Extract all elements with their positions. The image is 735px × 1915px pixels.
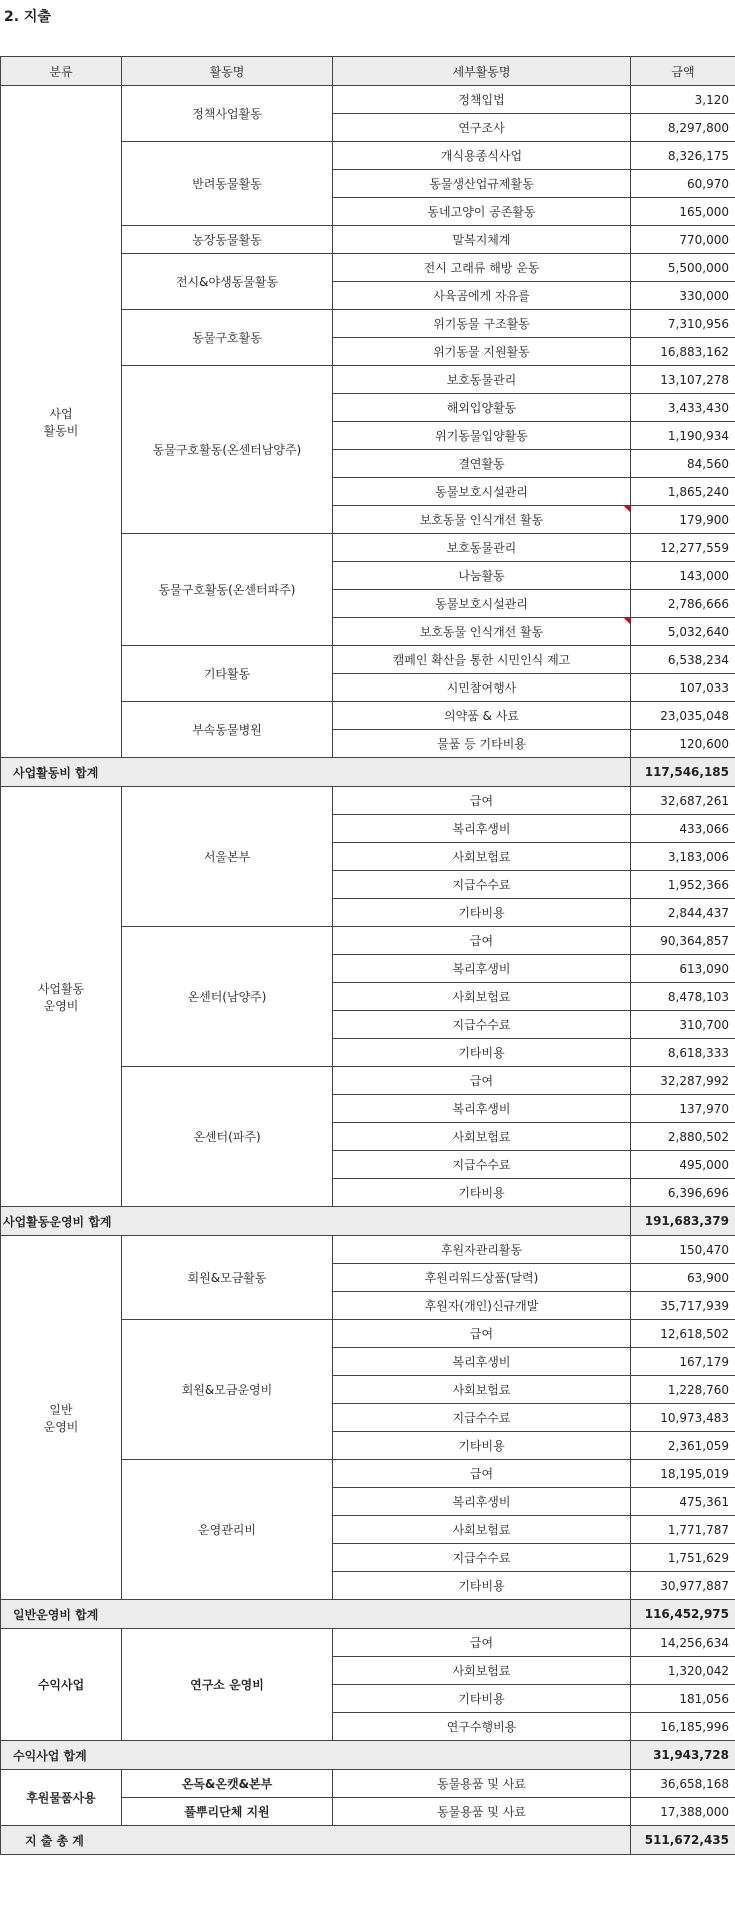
amount-cell: 137,970 (631, 1095, 735, 1123)
detail-activity: 사회보험료 (333, 1516, 631, 1544)
detail-activity: 동네고양이 공존활동 (333, 198, 631, 226)
detail-activity: 급여 (333, 1460, 631, 1488)
amount-cell: 433,066 (631, 815, 735, 843)
header-row (1, 57, 735, 86)
amount-cell: 32,687,261 (631, 787, 735, 815)
amount-cell: 6,538,234 (631, 646, 735, 674)
category-label: 수익사업 (37, 1678, 85, 1692)
detail-activity: 복리후생비 (333, 1488, 631, 1516)
detail-activity: 위기동물 지원활동 (333, 338, 631, 366)
detail-activity: 위기동물 구조활동 (333, 310, 631, 338)
amount-cell: 63,900 (631, 1264, 735, 1292)
subtotal-value: 117,546,185 (631, 758, 735, 787)
amount-cell: 12,618,502 (631, 1320, 735, 1348)
activity-name: 운영관리비 (122, 1460, 333, 1600)
amount-cell: 14,256,634 (631, 1629, 735, 1657)
detail-activity: 의약품 & 사료 (333, 702, 631, 730)
detail-activity: 사회보험료 (333, 1657, 631, 1685)
detail-activity: 후원리워드상품(달력) (333, 1264, 631, 1292)
activity-name: 온센터(파주) (122, 1067, 333, 1207)
amount-cell: 12,277,559 (631, 534, 735, 562)
amount-cell: 32,287,992 (631, 1067, 735, 1095)
subtotal-label: 수익사업 합계 (1, 1741, 631, 1770)
detail-activity: 시민참여행사 (333, 674, 631, 702)
amount-cell: 5,500,000 (631, 254, 735, 282)
grand-total-label: 지 출 총 계 (1, 1826, 631, 1855)
expense-table (0, 56, 735, 1855)
amount-cell: 3,120 (631, 86, 735, 114)
amount-cell: 1,320,042 (631, 1657, 735, 1685)
section-title: 2. 지출 (4, 9, 51, 25)
detail-activity: 보호동물관리 (333, 366, 631, 394)
header-activity: 활동명 (122, 57, 333, 86)
category-label: 일반 운영비 (43, 1402, 79, 1434)
amount-cell: 2,880,502 (631, 1123, 735, 1151)
category-label: 사업활동 운영비 (37, 981, 85, 1013)
activity-name: 정책사업활동 (122, 86, 333, 142)
amount-cell: 475,361 (631, 1488, 735, 1516)
amount-cell: 1,190,934 (631, 422, 735, 450)
amount-cell: 30,977,887 (631, 1572, 735, 1600)
detail-activity: 동물용품 및 사료 (333, 1798, 631, 1826)
category-cell (1, 1770, 122, 1826)
detail-activity: 후원자(개인)신규개발 (333, 1292, 631, 1320)
detail-activity: 개식용종식사업 (333, 142, 631, 170)
detail-activity: 사회보험료 (333, 983, 631, 1011)
category-cell (1, 1629, 122, 1741)
detail-activity: 복리후생비 (333, 1095, 631, 1123)
amount-cell: 167,179 (631, 1348, 735, 1376)
detail-activity: 지급수수료 (333, 1544, 631, 1572)
subtotal-label: 사업활동비 합계 (1, 758, 631, 787)
subtotal-row (1, 758, 735, 787)
amount-cell: 179,900 (631, 506, 735, 534)
detail-activity: 복리후생비 (333, 815, 631, 843)
detail-activity: 동물보호시설관리 (333, 590, 631, 618)
amount-cell: 1,771,787 (631, 1516, 735, 1544)
amount-cell: 8,326,175 (631, 142, 735, 170)
detail-activity: 전시 고래류 해방 운동 (333, 254, 631, 282)
detail-activity: 지급수수료 (333, 1151, 631, 1179)
table-row (1, 1236, 735, 1264)
activity-name: 연구소 운영비 (122, 1629, 333, 1741)
activity-name: 동물구호활동 (122, 310, 333, 366)
detail-activity: 나눔활동 (333, 562, 631, 590)
amount-cell: 181,056 (631, 1685, 735, 1713)
detail-activity: 기타비용 (333, 1572, 631, 1600)
amount-cell: 23,035,048 (631, 702, 735, 730)
detail-activity: 사육곰에게 자유를 (333, 282, 631, 310)
detail-activity: 동물생산업규제활동 (333, 170, 631, 198)
amount-cell: 17,388,000 (631, 1798, 735, 1826)
activity-name: 회원&모금운영비 (122, 1320, 333, 1460)
table-row (1, 86, 735, 114)
amount-cell: 10,973,483 (631, 1404, 735, 1432)
detail-activity: 연구수행비용 (333, 1713, 631, 1741)
detail-activity: 지급수수료 (333, 1011, 631, 1039)
amount-cell: 2,361,059 (631, 1432, 735, 1460)
grand-total-row (1, 1826, 735, 1855)
amount-cell: 18,195,019 (631, 1460, 735, 1488)
detail-activity: 보호동물 인식개선 활동 (333, 618, 631, 646)
activity-name: 동물구호활동(온센터남양주) (122, 366, 333, 534)
subtotal-label: 사업활동운영비 합계 (1, 1207, 631, 1236)
detail-activity: 복리후생비 (333, 955, 631, 983)
detail-activity: 급여 (333, 787, 631, 815)
activity-name: 반려동물활동 (122, 142, 333, 226)
category-cell (1, 787, 122, 1207)
detail-activity: 정책입법 (333, 86, 631, 114)
amount-cell: 1,228,760 (631, 1376, 735, 1404)
amount-cell: 36,658,168 (631, 1770, 735, 1798)
detail-activity: 연구조사 (333, 114, 631, 142)
amount-cell: 16,185,996 (631, 1713, 735, 1741)
activity-name: 풀뿌리단체 지원 (122, 1798, 333, 1826)
amount-cell: 8,297,800 (631, 114, 735, 142)
amount-cell: 7,310,956 (631, 310, 735, 338)
table-body (1, 86, 735, 1855)
detail-activity: 복리후생비 (333, 1348, 631, 1376)
detail-activity: 동물보호시설관리 (333, 478, 631, 506)
activity-name: 서울본부 (122, 787, 333, 927)
activity-name: 동물구호활동(온센터파주) (122, 534, 333, 646)
detail-activity: 사회보험료 (333, 1123, 631, 1151)
activity-name: 부속동물병원 (122, 702, 333, 758)
detail-activity: 말복지체계 (333, 226, 631, 254)
detail-activity: 급여 (333, 1067, 631, 1095)
detail-activity: 지급수수료 (333, 871, 631, 899)
amount-cell: 2,844,437 (631, 899, 735, 927)
header-amount: 금액 (631, 57, 735, 86)
category-cell (1, 1236, 122, 1600)
amount-cell: 84,560 (631, 450, 735, 478)
detail-activity: 기타비용 (333, 1039, 631, 1067)
amount-cell: 13,107,278 (631, 366, 735, 394)
amount-cell: 165,000 (631, 198, 735, 226)
activity-name: 전시&야생동물활동 (122, 254, 333, 310)
detail-activity: 후원자관리활동 (333, 1236, 631, 1264)
table-row (1, 1770, 735, 1798)
subtotal-value: 191,683,379 (631, 1207, 735, 1236)
amount-cell: 6,396,696 (631, 1179, 735, 1207)
amount-cell: 60,970 (631, 170, 735, 198)
amount-cell: 120,600 (631, 730, 735, 758)
detail-activity: 위기동물입양활동 (333, 422, 631, 450)
detail-activity: 지급수수료 (333, 1404, 631, 1432)
activity-name: 온센터(남양주) (122, 927, 333, 1067)
detail-activity: 동물용품 및 사료 (333, 1770, 631, 1798)
subtotal-row (1, 1600, 735, 1629)
amount-cell: 3,183,006 (631, 843, 735, 871)
detail-activity: 보호동물관리 (333, 534, 631, 562)
detail-activity: 보호동물 인식개선 활동 (333, 506, 631, 534)
subtotal-value: 31,943,728 (631, 1741, 735, 1770)
amount-cell: 5,032,640 (631, 618, 735, 646)
header-detail: 세부활동명 (333, 57, 631, 86)
amount-cell: 495,000 (631, 1151, 735, 1179)
category-label: 사업 활동비 (43, 406, 79, 438)
detail-activity: 물품 등 기타비용 (333, 730, 631, 758)
amount-cell: 90,364,857 (631, 927, 735, 955)
amount-cell: 1,952,366 (631, 871, 735, 899)
grand-total-value: 511,672,435 (631, 1826, 735, 1855)
detail-activity: 사회보험료 (333, 1376, 631, 1404)
activity-name: 농장동물활동 (122, 226, 333, 254)
amount-cell: 107,033 (631, 674, 735, 702)
subtotal-value: 116,452,975 (631, 1600, 735, 1629)
table-row (1, 1629, 735, 1657)
detail-activity: 기타비용 (333, 1685, 631, 1713)
activity-name: 기타활동 (122, 646, 333, 702)
category-label: 후원물품사용 (26, 1791, 96, 1805)
detail-activity: 사회보험료 (333, 843, 631, 871)
detail-activity: 기타비용 (333, 899, 631, 927)
amount-cell: 330,000 (631, 282, 735, 310)
amount-cell: 1,865,240 (631, 478, 735, 506)
table-row (1, 787, 735, 815)
detail-activity: 급여 (333, 1320, 631, 1348)
amount-cell: 310,700 (631, 1011, 735, 1039)
header-category: 분류 (1, 57, 122, 86)
category-cell (1, 86, 122, 758)
subtotal-row (1, 1207, 735, 1236)
detail-activity: 해외입양활동 (333, 394, 631, 422)
amount-cell: 1,751,629 (631, 1544, 735, 1572)
subtotal-label: 일반운영비 합계 (1, 1600, 631, 1629)
amount-cell: 770,000 (631, 226, 735, 254)
amount-cell: 16,883,162 (631, 338, 735, 366)
detail-activity: 기타비용 (333, 1432, 631, 1460)
amount-cell: 3,433,430 (631, 394, 735, 422)
amount-cell: 2,786,666 (631, 590, 735, 618)
detail-activity: 결연활동 (333, 450, 631, 478)
detail-activity: 캠페인 확산을 통한 시민인식 제고 (333, 646, 631, 674)
activity-name: 회원&모금활동 (122, 1236, 333, 1320)
amount-cell: 8,618,333 (631, 1039, 735, 1067)
activity-name: 온독&온캣&본부 (122, 1770, 333, 1798)
detail-activity: 급여 (333, 927, 631, 955)
detail-activity: 급여 (333, 1629, 631, 1657)
detail-activity: 기타비용 (333, 1179, 631, 1207)
amount-cell: 143,000 (631, 562, 735, 590)
amount-cell: 35,717,939 (631, 1292, 735, 1320)
subtotal-row (1, 1741, 735, 1770)
amount-cell: 150,470 (631, 1236, 735, 1264)
amount-cell: 613,090 (631, 955, 735, 983)
amount-cell: 8,478,103 (631, 983, 735, 1011)
